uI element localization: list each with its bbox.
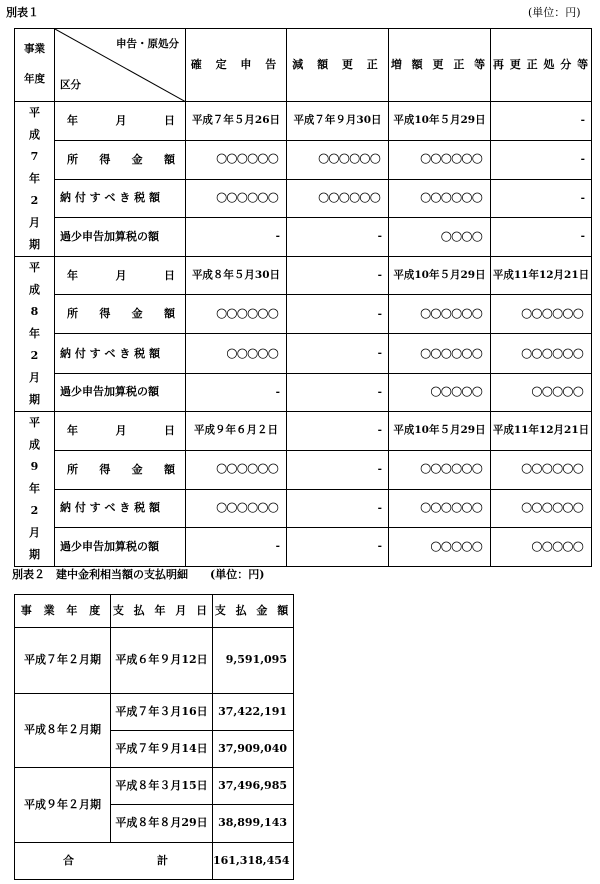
diag-top-label: 申告・原処分 (116, 38, 179, 50)
value-cell: ○○○○○○ (287, 140, 389, 179)
row-label-char: 金 (131, 307, 143, 321)
row-label-char: 額 (163, 307, 175, 321)
value-cell: 平成７年５月26日 (186, 102, 287, 141)
row-label-char: 得 (99, 307, 111, 321)
period-label-char: 成 (29, 438, 40, 451)
table-row (15, 373, 592, 411)
table2-unit: (単位：円) (210, 568, 265, 581)
value-cell: 平成９年６月２日 (186, 412, 287, 451)
period-label-char: 年 (29, 327, 40, 340)
period-label-char: 月 (29, 371, 40, 384)
t2-date-cell: 平成７年３月16日 (111, 694, 213, 731)
row-label-char: 所 (67, 462, 78, 476)
value-cell: ○○○○○○ (186, 295, 287, 334)
period-label-char: 成 (29, 283, 40, 296)
row-label-char: 月 (115, 268, 127, 282)
value-cell: - (491, 218, 592, 257)
t2-header-amount: 支 払 金 額 (213, 595, 294, 628)
row-label-tax: 納 付 す べ き 税 額 (55, 179, 186, 218)
value-cell: - (186, 528, 287, 567)
t2-date-cell: 平成７年９月14日 (111, 731, 213, 768)
row-label-penalty: 過少申告加算税の額 (55, 373, 186, 411)
t2-date-cell: 平成８年３月15日 (111, 768, 213, 805)
row-label-date (55, 257, 186, 295)
period-label-cell (15, 412, 55, 567)
value-cell: ○○○○○○ (491, 450, 592, 489)
value-cell: ○○○○○○ (186, 179, 287, 218)
value-cell: 平成10年５月29日 (389, 412, 491, 451)
t2-total-label-1: 合 (63, 853, 74, 867)
period-label-char: 期 (29, 548, 40, 561)
table-row (15, 257, 592, 295)
row-label-char: 得 (99, 152, 111, 166)
value-cell: ○○○○○○ (389, 140, 491, 179)
value-cell: - (287, 412, 389, 451)
row-label-char: 金 (131, 462, 143, 476)
row-label-char: 月 (115, 113, 127, 127)
col-header-saikousei: 再 更 正 処 分 等 (491, 29, 592, 102)
period-label-char: 平 (29, 261, 40, 274)
value-cell: - (491, 102, 592, 141)
table-row (15, 768, 294, 805)
value-cell: ○○○○○○ (287, 179, 389, 218)
year-header-label-2: 年度 (24, 73, 45, 85)
t2-total-label-2: 計 (157, 853, 168, 867)
year-header-cell (15, 29, 55, 102)
value-cell: - (287, 218, 389, 257)
t2-date-cell: 平成８年８月29日 (111, 805, 213, 843)
row-label-date (55, 412, 186, 451)
period-label-char: 年 (29, 172, 40, 185)
period-label-char: 月 (29, 216, 40, 229)
table-row (15, 628, 294, 694)
period-label-cell (15, 102, 55, 257)
row-label-tax: 納 付 す べ き 税 額 (55, 489, 186, 528)
value-cell: ○○○○○○ (389, 179, 491, 218)
period-label-char: 2 (30, 194, 39, 207)
value-cell: - (287, 295, 389, 334)
value-cell: ○○○○○○ (491, 295, 592, 334)
value-cell: ○○○○○○ (491, 334, 592, 373)
t2-amount-cell: 37,909,040 (213, 731, 294, 768)
value-cell: ○○○○○○ (389, 295, 491, 334)
row-label-char: 日 (164, 113, 175, 127)
year-header-label-1: 事業 (24, 43, 45, 56)
col-header-gengaku: 減 額 更 正 (287, 29, 389, 102)
table-row (15, 412, 592, 451)
value-cell: - (491, 179, 592, 218)
value-cell: 平成11年12月21日 (491, 412, 592, 451)
t2-total-label (15, 843, 213, 880)
tax-assessment-table (14, 28, 592, 567)
row-label-penalty: 過少申告加算税の額 (55, 218, 186, 257)
period-label-char: 8 (30, 305, 39, 318)
value-cell: ○○○○○○ (491, 489, 592, 528)
period-label-char: 平 (29, 416, 40, 429)
value-cell: 平成11年12月21日 (491, 257, 592, 295)
t2-year-cell: 平成９年２月期 (15, 768, 111, 843)
value-cell: - (287, 528, 389, 567)
t2-year-cell: 平成７年２月期 (15, 628, 111, 694)
table1-header-row (15, 29, 592, 102)
period-label-char: 2 (30, 504, 39, 517)
t2-amount-cell: 37,496,985 (213, 768, 294, 805)
diagonal-header-cell (55, 29, 186, 102)
period-label-char: 期 (29, 238, 40, 251)
row-label-char: 金 (131, 152, 143, 166)
row-label-income (55, 295, 186, 334)
period-label-char: 7 (30, 150, 39, 163)
value-cell: 平成10年５月29日 (389, 102, 491, 141)
period-label-char: 2 (30, 349, 39, 362)
row-label-char: 所 (67, 152, 78, 166)
value-cell: - (287, 257, 389, 295)
t2-total-row (15, 843, 294, 880)
value-cell: - (186, 373, 287, 411)
row-label-income (55, 450, 186, 489)
t2-date-cell: 平成６年９月12日 (111, 628, 213, 694)
diag-bottom-label: 区分 (60, 79, 81, 92)
value-cell: - (287, 450, 389, 489)
row-label-tax: 納 付 す べ き 税 額 (55, 334, 186, 373)
table-row (15, 179, 592, 218)
t2-amount-cell: 9,591,095 (213, 628, 294, 694)
col-header-zougaku: 増 額 更 正 等 (389, 29, 491, 102)
t2-year-cell: 平成８年２月期 (15, 694, 111, 768)
value-cell: 平成10年５月29日 (389, 257, 491, 295)
table-row (15, 218, 592, 257)
t2-header-date: 支 払 年 月 日 (111, 595, 213, 628)
t2-amount-cell: 37,422,191 (213, 694, 294, 731)
interest-payment-table (14, 594, 294, 880)
row-label-penalty: 過少申告加算税の額 (55, 528, 186, 567)
value-cell: - (287, 334, 389, 373)
t2-total-value: 161,318,454 (213, 843, 294, 880)
value-cell: ○○○○○○ (389, 489, 491, 528)
row-label-char: 年 (67, 113, 78, 127)
value-cell: ○○○○○ (389, 528, 491, 567)
row-label-char: 日 (164, 423, 175, 437)
value-cell: ○○○○ (389, 218, 491, 257)
table-row (15, 694, 294, 731)
value-cell: ○○○○○○ (186, 450, 287, 489)
table2-title (12, 566, 264, 582)
value-cell: ○○○○○○ (186, 140, 287, 179)
period-label-char: 平 (29, 106, 40, 119)
value-cell: ○○○○○ (186, 334, 287, 373)
table2-title-text: 別表２ 建中金利相当額の支払明細 (12, 568, 188, 581)
table-row (15, 102, 592, 141)
table1-unit: (単位：円) (528, 6, 581, 19)
table-row (15, 450, 592, 489)
table2-header-row (15, 595, 294, 628)
value-cell: 平成７年９月30日 (287, 102, 389, 141)
table-row (15, 295, 592, 334)
t2-amount-cell: 38,899,143 (213, 805, 294, 843)
table-row (15, 489, 592, 528)
period-label-char: 成 (29, 128, 40, 141)
row-label-date (55, 102, 186, 141)
row-label-income (55, 140, 186, 179)
value-cell: - (491, 140, 592, 179)
row-label-char: 年 (67, 423, 78, 437)
value-cell: ○○○○○ (491, 528, 592, 567)
period-label-char: 年 (29, 482, 40, 495)
row-label-char: 額 (163, 152, 175, 166)
row-label-char: 額 (163, 462, 175, 476)
period-label-char: 期 (29, 393, 40, 406)
value-cell: 平成８年５月30日 (186, 257, 287, 295)
period-label-char: 9 (30, 460, 39, 473)
table-row (15, 528, 592, 567)
row-label-char: 年 (67, 268, 78, 282)
value-cell: ○○○○○○ (389, 334, 491, 373)
t2-header-year: 事 業 年 度 (15, 595, 111, 628)
value-cell: ○○○○○○ (186, 489, 287, 528)
row-label-char: 得 (99, 462, 111, 476)
period-label-cell (15, 257, 55, 412)
row-label-char: 月 (115, 423, 127, 437)
value-cell: ○○○○○ (491, 373, 592, 411)
row-label-char: 所 (67, 307, 78, 321)
row-label-char: 日 (164, 268, 175, 282)
col-header-kakutei: 確 定 申 告 (186, 29, 287, 102)
value-cell: - (287, 373, 389, 411)
value-cell: - (287, 489, 389, 528)
period-label-char: 月 (29, 526, 40, 539)
value-cell: - (186, 218, 287, 257)
table-row (15, 140, 592, 179)
table-row (15, 334, 592, 373)
value-cell: ○○○○○ (389, 373, 491, 411)
table1-title: 別表１ (6, 6, 39, 19)
value-cell: ○○○○○○ (389, 450, 491, 489)
